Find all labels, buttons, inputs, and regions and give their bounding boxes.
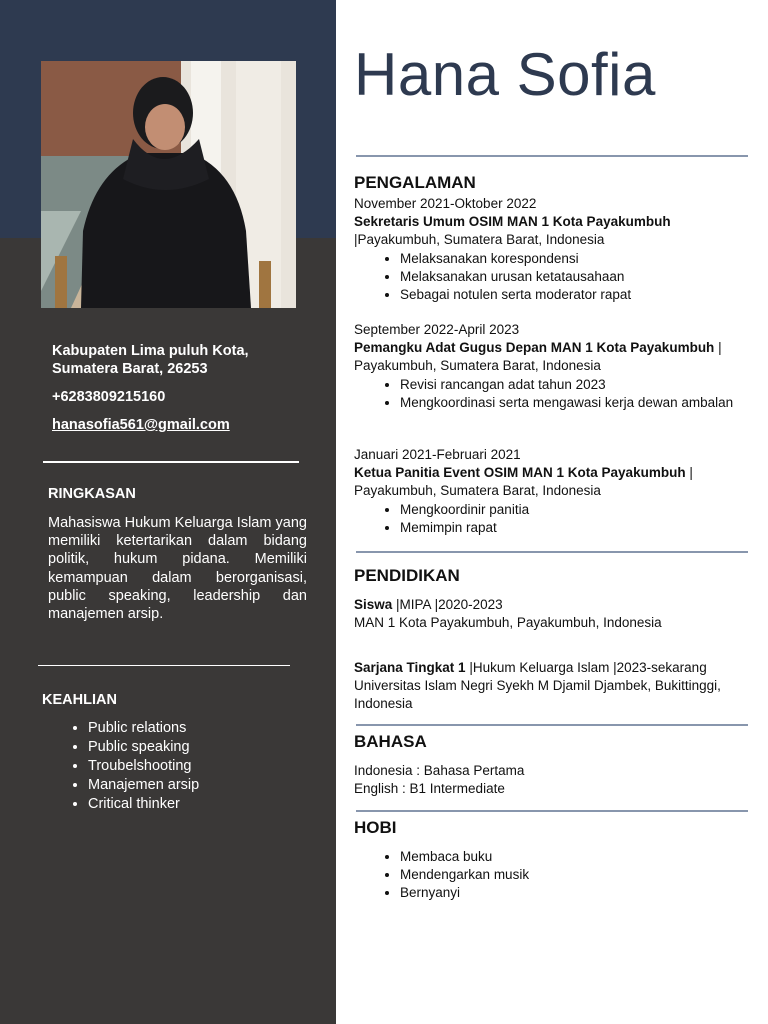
experience-bullet: • Sebagai notulen serta moderator rapat (400, 286, 748, 304)
hobbies-list (354, 848, 748, 903)
summary-text: Mahasiswa Hukum Keluarga Islam yang memiliki ketertarikan dalam bidang politik, hukum pidana. Memiliki kemampuan dalam berorganisasi, public speaking, leadership dan manajemen arsip. (48, 515, 307, 623)
skill-item: • Public relations (88, 719, 199, 738)
experience-heading: PENGALAMAN (354, 173, 476, 192)
skill-item: • Public speaking (88, 738, 199, 757)
languages-heading: BAHASA (354, 732, 427, 751)
experience-role: Pemangku Adat Gugus Depan MAN 1 Kota Payakumbuh (354, 340, 715, 356)
hobbies-bullets (354, 848, 748, 903)
skills-list (48, 719, 199, 814)
education-detail: |Hukum Keluarga Islam |2023-sekarang (469, 660, 707, 675)
contact-phone: +6283809215160 (52, 389, 166, 405)
experience-role: Ketua Panitia Event OSIM MAN 1 Kota Payakumbuh (354, 465, 686, 481)
experience-entry (354, 195, 748, 304)
experience-role: Sekretaris Umum OSIM MAN 1 Kota Payakumbuh (354, 214, 671, 230)
experience-bullets (354, 376, 748, 412)
education-heading: PENDIDIKAN (354, 566, 460, 585)
experience-bullet: • Memimpin rapat (400, 519, 748, 537)
experience-bullet: • Mengkoordinasi serta mengawasi kerja dewan ambalan (400, 394, 748, 412)
education-school: MAN 1 Kota Payakumbuh, Payakumbuh, Indonesia (354, 615, 662, 631)
education-school: Universitas Islam Negri Syekh M Djamil Djambek, Bukittinggi, Indonesia (354, 678, 721, 712)
education-detail: |MIPA |2020-2023 (396, 597, 503, 612)
hobbies-heading: HOBI (354, 818, 397, 837)
experience-bullets (354, 501, 748, 537)
section-divider (356, 155, 748, 157)
contact-address: Kabupaten Lima puluh Kota, Sumatera Barat, 26253 (52, 343, 249, 377)
skills-heading: KEAHLIAN (42, 692, 117, 708)
experience-entry (354, 321, 748, 412)
languages-list (354, 762, 748, 798)
section-divider (356, 551, 748, 553)
language-item: Indonesia : Bahasa Pertama (354, 763, 525, 778)
hobby-item: • Membaca buku (400, 848, 748, 866)
hobby-item: • Bernyanyi (400, 884, 748, 902)
education-degree: Sarjana Tingkat 1 (354, 660, 466, 675)
experience-bullet: • Melaksanakan urusan ketatausahaan (400, 268, 748, 286)
section-divider (356, 810, 748, 812)
education-degree: Siswa (354, 597, 393, 612)
skill-item: • Troubelshooting (88, 757, 199, 776)
skill-item: • Manajemen arsip (88, 776, 199, 795)
summary-heading: RINGKASAN (48, 486, 136, 502)
experience-date: November 2021-Oktober 2022 (354, 196, 537, 211)
language-item: English : B1 Intermediate (354, 781, 505, 797)
experience-bullet: • Revisi rancangan adat tahun 2023 (400, 376, 748, 394)
sidebar-divider (43, 461, 299, 463)
experience-bullet: • Mengkoordinir panitia (400, 501, 748, 519)
experience-date: September 2022-April 2023 (354, 322, 520, 337)
experience-date: Januari 2021-Februari 2021 (354, 447, 521, 462)
experience-location: | Payakumbuh, Sumatera Barat, Indonesia (354, 465, 693, 499)
skill-item: • Critical thinker (88, 795, 199, 814)
education-entry (354, 596, 748, 632)
experience-location: |Payakumbuh, Sumatera Barat, Indonesia (354, 232, 605, 248)
section-divider (356, 724, 748, 726)
experience-bullet: • Melaksanakan korespondensi (400, 250, 748, 268)
profile-photo (41, 61, 296, 308)
hobby-item: • Mendengarkan musik (400, 866, 748, 884)
experience-entry (354, 446, 748, 537)
person-name: Hana Sofia (354, 41, 656, 108)
sidebar-divider (38, 665, 290, 666)
experience-location: | Payakumbuh, Sumatera Barat, Indonesia (354, 340, 722, 374)
education-entry (354, 659, 748, 714)
contact-email-link[interactable]: hanasofia561@gmail.com (52, 417, 230, 433)
experience-bullets (354, 250, 748, 305)
